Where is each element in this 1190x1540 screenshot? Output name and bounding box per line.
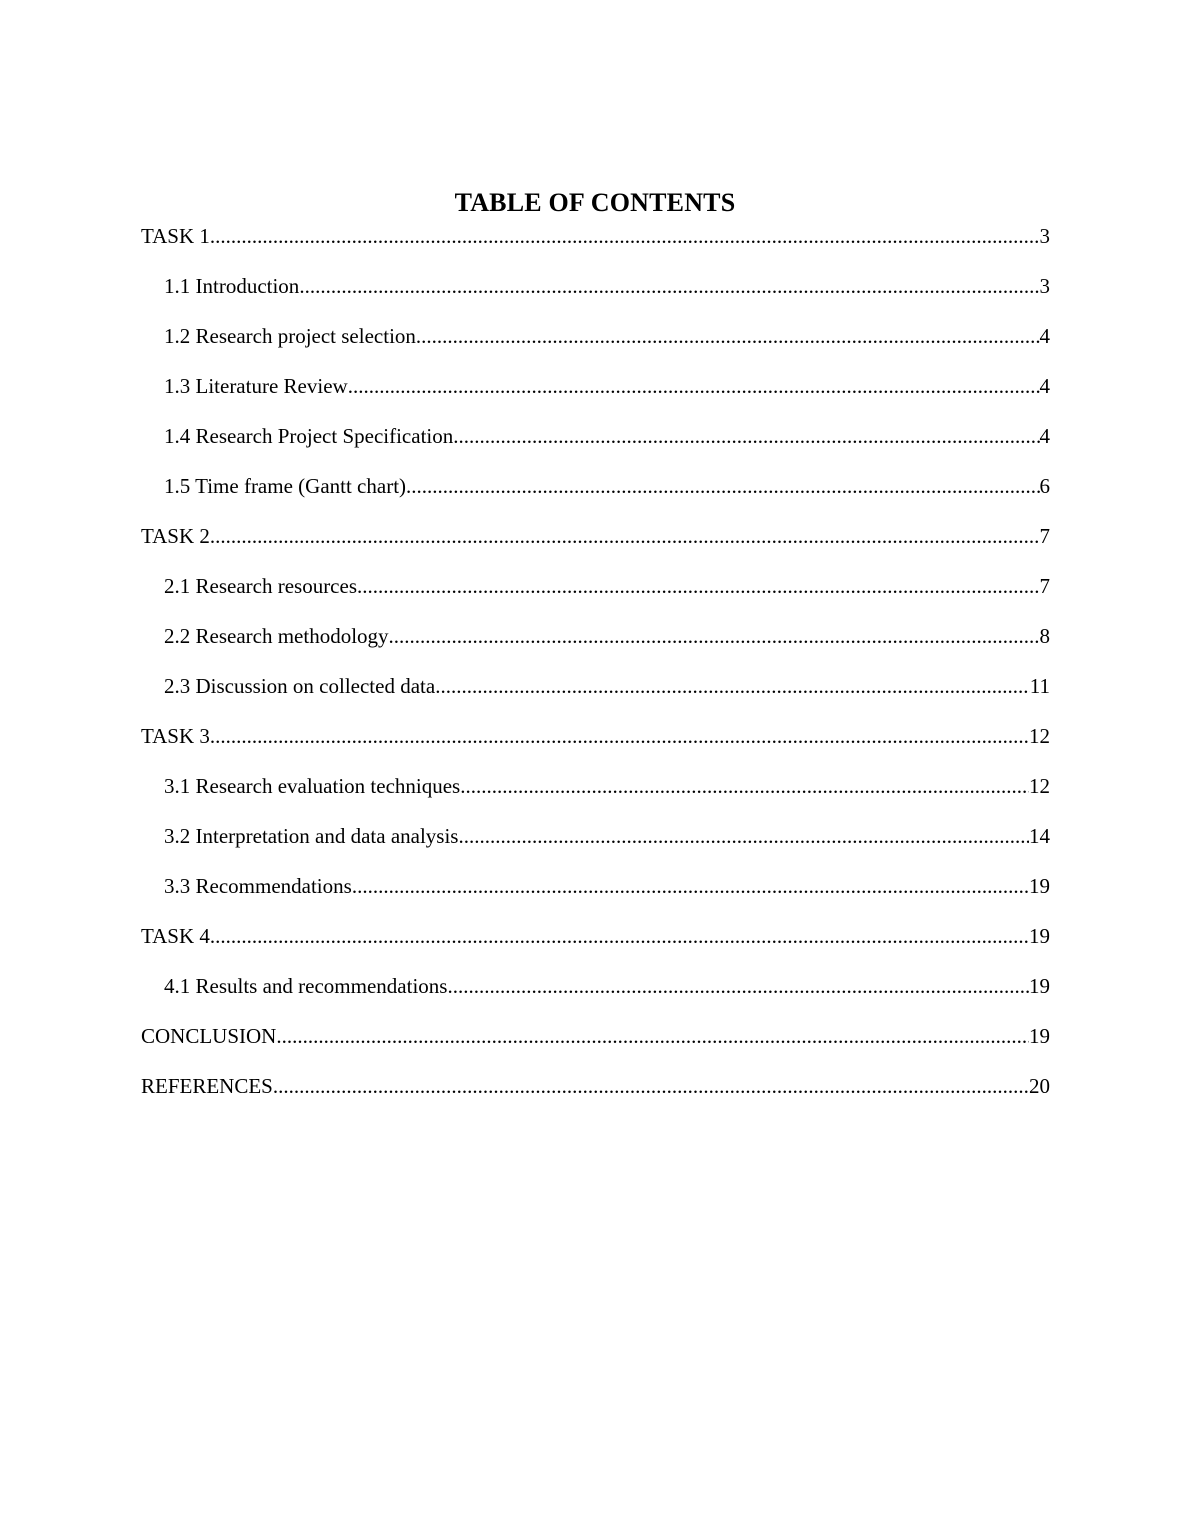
- toc-dot-leader: [453, 422, 1039, 450]
- toc-page-number: 19: [1029, 974, 1050, 998]
- toc-dot-leader: [447, 972, 1029, 1000]
- toc-entry[interactable]: [141, 922, 1050, 972]
- toc-dot-leader: [210, 222, 1040, 250]
- toc-page-number: 4: [1039, 324, 1050, 348]
- toc-page-number: 8: [1039, 624, 1050, 648]
- toc-entry[interactable]: [141, 672, 1050, 722]
- toc-entry-label: TASK 1: [141, 224, 210, 248]
- toc-page-number: 7: [1039, 574, 1050, 598]
- toc-entry-label: 1.4 Research Project Specification: [164, 424, 454, 448]
- toc-page-number: 12: [1029, 724, 1050, 748]
- toc-entry-label: 2.3 Discussion on collected data: [164, 674, 436, 698]
- toc-page-number: 20: [1029, 1074, 1050, 1098]
- toc-dot-leader: [458, 822, 1029, 850]
- toc-page-number: 11: [1029, 674, 1050, 698]
- toc-dot-leader: [299, 272, 1039, 300]
- toc-entry-label: TASK 3: [141, 724, 210, 748]
- toc-entry[interactable]: [141, 322, 1050, 372]
- toc-dot-leader: [435, 672, 1030, 700]
- toc-entry[interactable]: [141, 522, 1050, 572]
- toc-page-number: 19: [1029, 924, 1050, 948]
- toc-page-number: 3: [1039, 224, 1050, 248]
- toc-dot-leader: [210, 522, 1040, 550]
- toc-page-number: 3: [1039, 274, 1050, 298]
- toc-entry-label: TASK 2: [141, 524, 210, 548]
- toc-dot-leader: [348, 372, 1040, 400]
- toc-dot-leader: [210, 722, 1029, 750]
- page-title: TABLE OF CONTENTS: [454, 188, 736, 217]
- toc-dot-leader: [276, 1022, 1029, 1050]
- toc-entry[interactable]: [141, 972, 1050, 1022]
- toc-dot-leader: [460, 772, 1029, 800]
- toc-entry[interactable]: [141, 722, 1050, 772]
- toc-entry[interactable]: [141, 272, 1050, 322]
- toc-entry[interactable]: [141, 222, 1050, 272]
- toc-entry[interactable]: [141, 472, 1050, 522]
- toc-dot-leader: [416, 322, 1040, 350]
- toc-entry-label: CONCLUSION: [141, 1024, 277, 1048]
- toc-entry[interactable]: [141, 772, 1050, 822]
- toc-entry[interactable]: [141, 422, 1050, 472]
- toc-dot-leader: [273, 1072, 1029, 1100]
- toc-page-number: 19: [1029, 874, 1050, 898]
- toc-page-number: 6: [1039, 474, 1050, 498]
- toc-entry-label: 1.3 Literature Review: [164, 374, 348, 398]
- table-of-contents: [141, 222, 1050, 1122]
- toc-entry[interactable]: [141, 872, 1050, 922]
- toc-dot-leader: [389, 622, 1040, 650]
- toc-entry[interactable]: [141, 1072, 1050, 1122]
- toc-entry-label: 4.1 Results and recommendations: [164, 974, 448, 998]
- toc-page-number: 14: [1029, 824, 1050, 848]
- toc-page-number: 7: [1039, 524, 1050, 548]
- toc-entry-label: 3.1 Research evaluation techniques: [164, 774, 461, 798]
- toc-entry-label: 3.3 Recommendations: [164, 874, 352, 898]
- toc-entry[interactable]: [141, 1022, 1050, 1072]
- toc-entry-label: 1.2 Research project selection: [164, 324, 416, 348]
- toc-entry-label: TASK 4: [141, 924, 210, 948]
- toc-entry-label: 1.5 Time frame (Gantt chart): [164, 474, 407, 498]
- toc-dot-leader: [352, 872, 1029, 900]
- toc-dot-leader: [357, 572, 1040, 600]
- toc-page-number: 19: [1029, 1024, 1050, 1048]
- toc-entry-label: 2.1 Research resources: [164, 574, 357, 598]
- toc-entry[interactable]: [141, 372, 1050, 422]
- toc-entry[interactable]: [141, 622, 1050, 672]
- toc-entry[interactable]: [141, 572, 1050, 622]
- toc-page-number: 4: [1039, 374, 1050, 398]
- toc-dot-leader: [406, 472, 1039, 500]
- toc-page-number: 12: [1029, 774, 1050, 798]
- toc-entry-label: 2.2 Research methodology: [164, 624, 389, 648]
- toc-dot-leader: [210, 922, 1029, 950]
- toc-entry-label: REFERENCES: [141, 1074, 273, 1098]
- toc-entry[interactable]: [141, 822, 1050, 872]
- toc-page-number: 4: [1039, 424, 1050, 448]
- toc-entry-label: 3.2 Interpretation and data analysis: [164, 824, 459, 848]
- toc-entry-label: 1.1 Introduction: [164, 274, 300, 298]
